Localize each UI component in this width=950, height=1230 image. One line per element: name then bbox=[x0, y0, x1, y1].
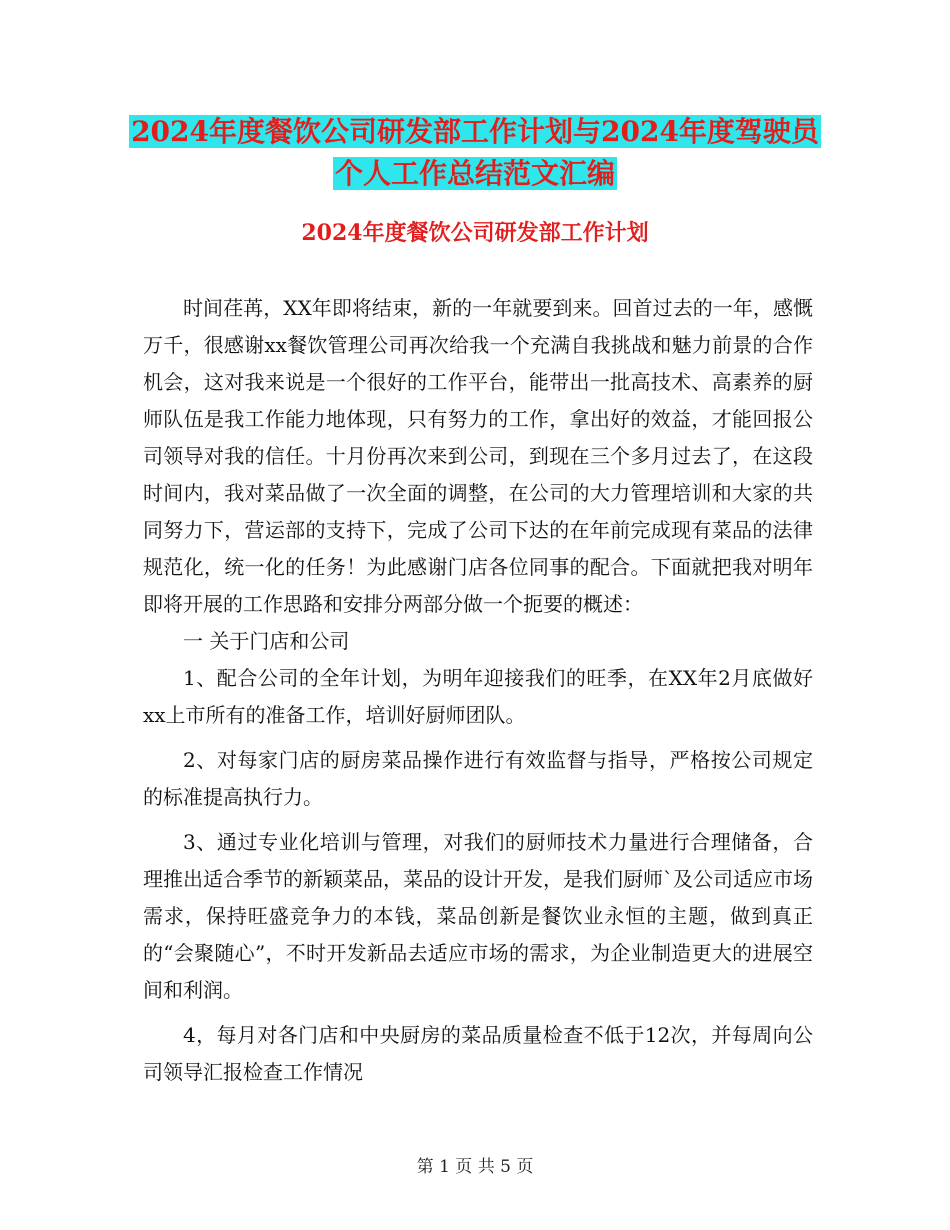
page-footer: 第 1 页 共 5 页 bbox=[416, 1157, 534, 1177]
paragraph-item-2: 2、对每家门店的厨房菜品操作进行有效监督与指导，严格按公司规定的标准提高执行力。 bbox=[143, 748, 813, 809]
document-title-line2: 个人工作总结范文汇编 bbox=[334, 157, 615, 190]
paragraph-item-1: 1、配合公司的全年计划，为明年迎接我们的旺季，在XX年2月底做好xx上市所有的准备工作，培训好厨师团队。 bbox=[143, 666, 813, 727]
document-title-line1: 2024年度餐饮公司研发部工作计划与2024年度驾驶员 bbox=[131, 115, 819, 148]
paragraph-item-4: 4，每月对各门店和中央厨房的菜品质量检查不低于12次，并每周向公司领导汇报检查工作情况 bbox=[143, 1023, 813, 1084]
paragraph-intro: 时间荏苒，XX年即将结束，新的一年就要到来。回首过去的一年，感慨万千，很感谢xx餐饮管理公司再次给我一个充满自我挑战和魅力前景的合作机会，这对我来说是一个很好的工作平台，能带出一批高技术、高素养的厨师队伍是我工作能力地体现，只有努力的工作，拿出好的效益，才能回报公司领导对我的信任。十月份再次来到公司，到现在三个多月过去了，在这段时间内，我对菜品做了一次全面的调整，在公司的大力管理培训和大家的共同努力下，营运部的支持下，完成了公司下达的在年前完成现有菜品的法律规范化，统一化的任务！为此感谢门店各位同事的配合。下面就把我对明年即将开展的工作思路和安排分两部分做一个扼要的概述： bbox=[143, 296, 813, 616]
document-body bbox=[143, 290, 813, 1091]
paragraph-section-heading: 一 关于门店和公司 bbox=[183, 629, 350, 653]
paragraph-item-3: 3、通过专业化培训与管理，对我们的厨师技术力量进行合理储备，合理推出适合季节的新颖菜品，菜品的设计开发，是我们厨师`及公司适应市场需求，保持旺盛竞争力的本钱，菜品创新是餐饮业永恒的主题，做到真正的“会聚随心”，不时开发新品去适应市场的需求，为企业制造更大的进展空间和利润。 bbox=[143, 830, 813, 1002]
section-title: 2024年度餐饮公司研发部工作计划 bbox=[301, 220, 649, 246]
